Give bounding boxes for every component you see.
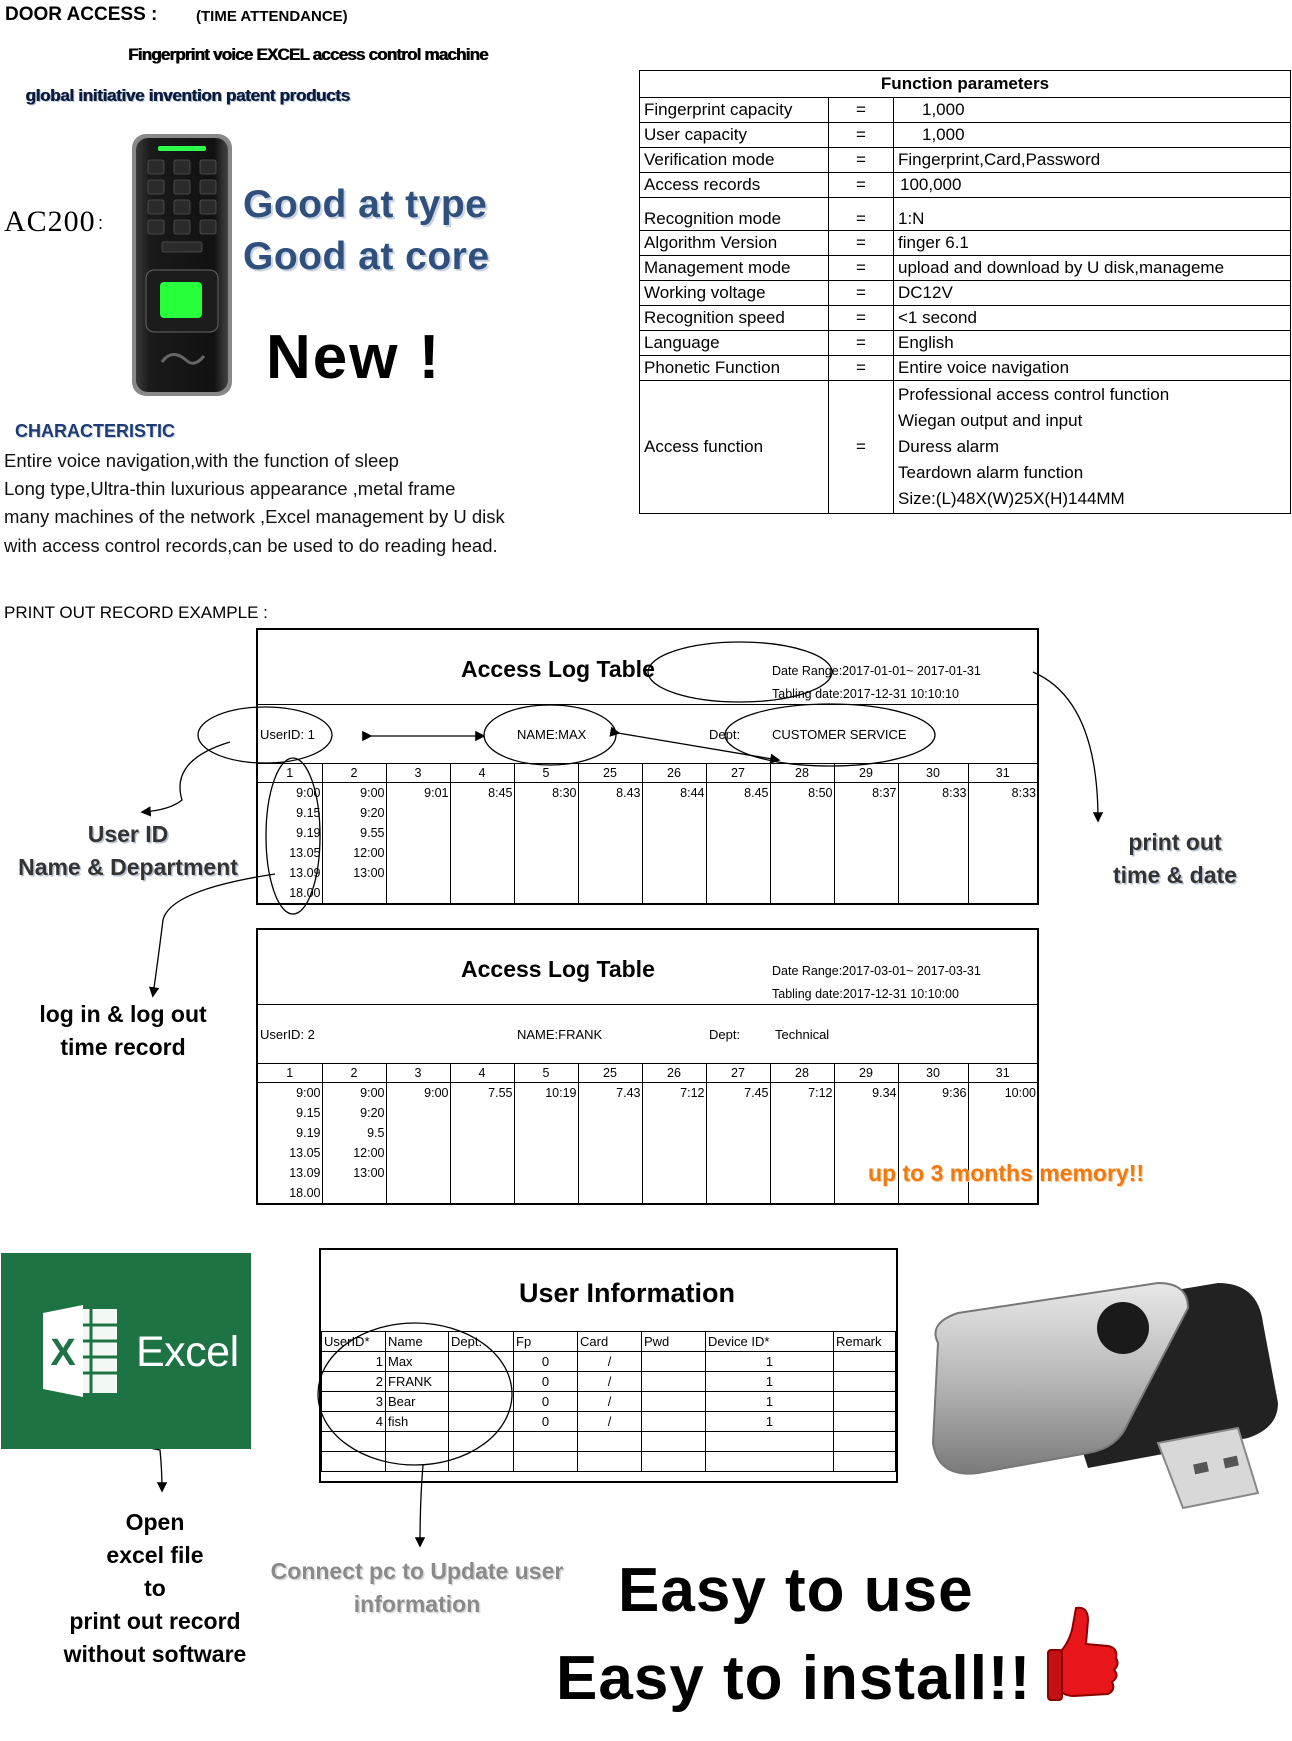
user-info-cell [642, 1432, 706, 1452]
user-info-cell: fish [386, 1412, 449, 1432]
userid-note [0, 818, 256, 884]
time-entry: 8.45 [744, 786, 769, 800]
dept-label: Dept: [709, 727, 741, 742]
user-info-empty-row [322, 1432, 896, 1452]
param-row [640, 98, 1291, 123]
equals-sign: = [829, 356, 894, 381]
access-function-item: Professional access control function [898, 385, 1170, 404]
access-log-table [256, 628, 1039, 905]
time-entry: 8:45 [488, 786, 513, 800]
time-entry: 10:00 [1004, 1086, 1036, 1100]
user-info-header-row [322, 1332, 896, 1352]
time-entry: 13.09 [289, 866, 321, 880]
access-function-item: Duress alarm [898, 437, 1000, 456]
user-info-cell: / [578, 1372, 642, 1392]
user-info-cell [642, 1412, 706, 1432]
param-label: Algorithm Version [640, 231, 829, 256]
note-line: time & date [1113, 862, 1237, 888]
time-entry: 12:00 [353, 846, 385, 860]
time-attendance-subtitle: (TIME ATTENDANCE) [196, 8, 348, 25]
param-value: 1,000 [894, 98, 1291, 123]
time-cell [578, 1083, 642, 1204]
user-info-body [322, 1352, 896, 1472]
excel-letter: X [50, 1332, 76, 1374]
access-log-user-info [258, 705, 1037, 764]
user-info-cell: 0 [514, 1392, 578, 1412]
user-info-cell [578, 1432, 642, 1452]
day-header: 27 [706, 764, 770, 783]
time-cell [258, 1083, 322, 1204]
day-header: 26 [642, 1064, 706, 1083]
log-grid [258, 764, 1037, 903]
function-parameters-table [639, 70, 1291, 514]
printout-note [1068, 826, 1282, 892]
time-cell [322, 783, 386, 904]
equals-sign: = [829, 98, 894, 123]
user-info-cell [514, 1452, 578, 1472]
date-range: Date Range:2017-01-01~ 2017-01-31 [772, 664, 981, 678]
time-cell [706, 783, 770, 904]
note-line: print out [1128, 829, 1222, 855]
user-info-cell: Max [386, 1352, 449, 1372]
user-name: NAME:MAX [517, 727, 587, 742]
param-label: Recognition mode [640, 198, 829, 231]
param-value: 100,000 [894, 173, 1291, 198]
param-value: Entire voice navigation [894, 356, 1291, 381]
param-label: Fingerprint capacity [640, 98, 829, 123]
user-info-column-header: Remark [834, 1332, 896, 1352]
machine-title: Fingerprint voice EXCEL access control machine [128, 45, 488, 64]
param-row [640, 173, 1291, 198]
usb-drive-image [918, 1253, 1290, 1533]
equals-sign: = [829, 281, 894, 306]
time-entry: 7:12 [680, 1086, 705, 1100]
time-entry: 9.19 [296, 1126, 321, 1140]
time-entry: 8:44 [680, 786, 705, 800]
param-label: Phonetic Function [640, 356, 829, 381]
day-header: 4 [450, 1064, 514, 1083]
param-row [640, 356, 1291, 381]
user-info-cell [449, 1452, 514, 1472]
time-entry: 13.05 [289, 1146, 321, 1160]
param-row [640, 256, 1291, 281]
door-access-title: DOOR ACCESS : [5, 4, 158, 25]
day-header: 31 [968, 1064, 1037, 1083]
user-info-cell: 2 [322, 1372, 386, 1392]
user-info-cell [834, 1452, 896, 1472]
user-info-cell: / [578, 1412, 642, 1432]
day-header: 29 [834, 764, 898, 783]
day-header: 2 [322, 1064, 386, 1083]
note-line: Name & Department [18, 854, 238, 880]
memory-note: up to 3 months memory!! [868, 1160, 1145, 1186]
time-entry: 8:33 [1011, 786, 1036, 800]
time-entry: 10:19 [545, 1086, 577, 1100]
time-entry: 7:12 [808, 1086, 833, 1100]
user-info-cell: Bear [386, 1392, 449, 1412]
day-header: 5 [514, 1064, 578, 1083]
user-info-cell: 1 [706, 1392, 834, 1412]
access-log-header [258, 630, 1037, 705]
characteristic-line: Entire voice navigation,with the function of sleep [4, 450, 399, 471]
param-row [640, 148, 1291, 173]
connector-arrow [1033, 672, 1098, 820]
access-function-item: Wiegan output and input [898, 411, 1083, 430]
param-value: upload and download by U disk,manageme [894, 256, 1291, 281]
note-line: to [144, 1575, 166, 1601]
note-line: without software [63, 1641, 247, 1667]
equals-sign: = [829, 306, 894, 331]
time-entry: 9.55 [360, 826, 385, 840]
user-info-cell [449, 1352, 514, 1372]
time-entry: 8.43 [616, 786, 641, 800]
time-cell [642, 783, 706, 904]
day-header: 28 [770, 1064, 834, 1083]
time-entry: 9:20 [360, 806, 385, 820]
user-info-cell: 0 [514, 1412, 578, 1432]
open-excel-note [40, 1506, 270, 1671]
user-info-empty-row [322, 1452, 896, 1472]
user-info-cell [449, 1372, 514, 1392]
time-entry: 8:33 [942, 786, 967, 800]
user-info-cell [642, 1392, 706, 1412]
day-header: 3 [386, 764, 450, 783]
equals-sign: = [829, 198, 894, 231]
time-entry: 9.5 [367, 1126, 385, 1140]
excel-wordmark: Excel [136, 1328, 239, 1376]
param-value: 1:N [894, 198, 1291, 231]
time-entry: 9.19 [296, 826, 321, 840]
days-row [258, 764, 1037, 783]
user-info-cell: 1 [322, 1352, 386, 1372]
user-info-cell [578, 1452, 642, 1472]
user-info-row [322, 1372, 896, 1392]
time-entry: 9:20 [360, 1106, 385, 1120]
time-entry: 13.09 [289, 1166, 321, 1180]
param-row-access-function [640, 381, 1291, 514]
param-row [640, 123, 1291, 148]
time-cell [834, 783, 898, 904]
time-entry: 18.00 [289, 886, 321, 900]
time-entry: 18.00 [289, 1186, 321, 1200]
day-header: 29 [834, 1064, 898, 1083]
param-label: Working voltage [640, 281, 829, 306]
param-label: Verification mode [640, 148, 829, 173]
time-entry: 9:00 [424, 1086, 449, 1100]
user-info-row [322, 1412, 896, 1432]
time-entry: 9:01 [424, 786, 449, 800]
user-info-cell [706, 1452, 834, 1472]
time-cell [968, 783, 1037, 904]
day-header: 1 [258, 1064, 322, 1083]
day-header: 26 [642, 764, 706, 783]
user-info-column-header: Card [578, 1332, 642, 1352]
characteristic-title: CHARACTERISTIC [15, 421, 175, 441]
characteristic-line: with access control records,can be used to do reading head. [4, 535, 498, 556]
time-cell [450, 783, 514, 904]
day-header: 25 [578, 764, 642, 783]
user-info-cell: 1 [706, 1412, 834, 1432]
time-entry: 8:50 [808, 786, 833, 800]
user-info-cell: FRANK [386, 1372, 449, 1392]
user-info-column-header: Pwd [642, 1332, 706, 1352]
user-info-cell [834, 1392, 896, 1412]
characteristic-line: many machines of the network ,Excel management by U disk [4, 506, 505, 527]
user-id: UserID: 2 [260, 1027, 315, 1042]
model-name: AC200 [4, 205, 96, 238]
time-cell [642, 1083, 706, 1204]
time-entry: 13:00 [353, 1166, 385, 1180]
user-info-cell: 3 [322, 1392, 386, 1412]
access-log-title: Access Log Table [461, 656, 655, 682]
time-cell [770, 783, 834, 904]
user-information-title: User Information [519, 1278, 736, 1308]
user-info-cell [322, 1452, 386, 1472]
access-log-title: Access Log Table [461, 956, 655, 982]
user-info-cell: 0 [514, 1352, 578, 1372]
note-line: Open [125, 1509, 185, 1535]
note-line: Connect pc to Update user [270, 1558, 564, 1584]
equals-sign: = [829, 231, 894, 256]
access-log-header [258, 930, 1037, 1005]
new-badge: New ! [266, 323, 442, 392]
tabling-date: Tabling date:2017-12-31 10:10:10 [772, 687, 959, 701]
user-info-cell [322, 1432, 386, 1452]
slogan-core: Good at core [243, 235, 490, 278]
device-image [128, 132, 238, 400]
user-id: UserID: 1 [260, 727, 315, 742]
user-info-cell [834, 1372, 896, 1392]
user-info-column-header: Dept. [449, 1332, 514, 1352]
day-header: 27 [706, 1064, 770, 1083]
time-entry: 8:30 [552, 786, 577, 800]
day-header: 4 [450, 764, 514, 783]
equals-sign: = [829, 173, 894, 198]
times-row [258, 783, 1037, 904]
time-cell [770, 1083, 834, 1204]
time-entry: 7.43 [616, 1086, 641, 1100]
time-entry: 13.05 [289, 846, 321, 860]
note-line: User ID [87, 821, 169, 847]
param-label: Access function [640, 381, 829, 514]
print-out-label: PRINT OUT RECORD EXAMPLE : [4, 603, 268, 622]
access-function-item: Teardown alarm function [898, 463, 1084, 482]
time-entry: 13:00 [353, 866, 385, 880]
param-label: User capacity [640, 123, 829, 148]
user-info-row [322, 1352, 896, 1372]
day-header: 25 [578, 1064, 642, 1083]
time-entry: 7.45 [744, 1086, 769, 1100]
user-info-cell [834, 1412, 896, 1432]
time-cell [322, 1083, 386, 1204]
access-function-values [894, 381, 1291, 514]
dept-value: Technical [775, 1027, 830, 1042]
note-line: time record [60, 1034, 186, 1060]
day-header: 31 [968, 764, 1037, 783]
note-line: information [353, 1591, 481, 1617]
slogan-type: Good at type [243, 183, 488, 226]
time-entry: 9:00 [296, 1086, 321, 1100]
time-entry: 9:00 [360, 786, 385, 800]
note-line: excel file [106, 1542, 204, 1568]
user-info-cell [642, 1352, 706, 1372]
user-info-cell [386, 1432, 449, 1452]
time-entry: 9:00 [360, 1086, 385, 1100]
param-row [640, 281, 1291, 306]
param-row [640, 231, 1291, 256]
time-entry: 9.15 [296, 1106, 321, 1120]
user-info-cell: 1 [706, 1352, 834, 1372]
note-line: print out record [69, 1608, 241, 1634]
day-header: 5 [514, 764, 578, 783]
connect-pc-note [262, 1555, 572, 1621]
time-cell [386, 783, 450, 904]
day-header: 30 [898, 764, 968, 783]
param-value: English [894, 331, 1291, 356]
param-label: Management mode [640, 256, 829, 281]
user-info-cell [514, 1432, 578, 1452]
user-info-cell: 4 [322, 1412, 386, 1432]
access-log-user-info [258, 1005, 1037, 1064]
param-row [640, 331, 1291, 356]
date-range: Date Range:2017-03-01~ 2017-03-31 [772, 964, 981, 978]
day-header: 28 [770, 764, 834, 783]
user-info-cell [449, 1392, 514, 1412]
param-value: finger 6.1 [894, 231, 1291, 256]
easy-to-install: Easy to install!! [556, 1644, 1032, 1713]
day-header: 2 [322, 764, 386, 783]
time-cell [706, 1083, 770, 1204]
user-info-cell [834, 1432, 896, 1452]
time-entry: 9.34 [872, 1086, 897, 1100]
login-note [28, 998, 218, 1064]
note-line: log in & log out [39, 1001, 207, 1027]
user-info-cell: 0 [514, 1372, 578, 1392]
param-row [640, 306, 1291, 331]
equals-sign: = [829, 148, 894, 173]
dept-value: CUSTOMER SERVICE [772, 727, 907, 742]
time-entry: 9:00 [296, 786, 321, 800]
user-info-cell [386, 1452, 449, 1472]
time-cell [514, 783, 578, 904]
param-label: Language [640, 331, 829, 356]
model-colon: : [98, 213, 104, 233]
easy-to-use: Easy to use [618, 1556, 974, 1625]
param-value: DC12V [894, 281, 1291, 306]
param-label: Access records [640, 173, 829, 198]
time-entry: 7.55 [488, 1086, 513, 1100]
time-cell [898, 783, 968, 904]
user-info-cell [834, 1352, 896, 1372]
user-info-grid [321, 1331, 896, 1472]
user-info-column-header: UserID* [322, 1332, 386, 1352]
connector-arrow [143, 742, 230, 812]
user-info-row [322, 1392, 896, 1412]
param-row [640, 198, 1291, 231]
thumbs-up-icon [1046, 1604, 1120, 1714]
user-info-cell [449, 1432, 514, 1452]
dept-label: Dept: [709, 1027, 741, 1042]
function-parameters-title: Function parameters [640, 71, 1291, 98]
equals-sign: = [829, 123, 894, 148]
user-info-cell [642, 1452, 706, 1472]
param-value: 1,000 [894, 123, 1291, 148]
access-function-item: Size:(L)48X(W)25X(H)144MM [898, 489, 1125, 508]
user-info-column-header: Device ID* [706, 1332, 834, 1352]
characteristic-line: Long type,Ultra-thin luxurious appearance ,metal frame [4, 478, 456, 499]
day-header: 30 [898, 1064, 968, 1083]
user-information-table [319, 1248, 898, 1483]
equals-sign: = [829, 256, 894, 281]
param-label: Recognition speed [640, 306, 829, 331]
user-info-cell: 1 [706, 1372, 834, 1392]
days-row [258, 1064, 1037, 1083]
equals-sign: = [829, 381, 894, 514]
excel-icon [43, 1303, 123, 1399]
time-entry: 9.15 [296, 806, 321, 820]
user-info-cell: / [578, 1392, 642, 1412]
day-header: 1 [258, 764, 322, 783]
tabling-date: Tabling date:2017-12-31 10:10:00 [772, 987, 959, 1001]
user-info-column-header: Fp [514, 1332, 578, 1352]
time-entry: 12:00 [353, 1146, 385, 1160]
user-name: NAME:FRANK [517, 1027, 603, 1042]
time-cell [386, 1083, 450, 1204]
param-value: <1 second [894, 306, 1291, 331]
equals-sign: = [829, 331, 894, 356]
time-cell [514, 1083, 578, 1204]
user-info-column-header: Name [386, 1332, 449, 1352]
time-entry: 8:37 [872, 786, 897, 800]
time-cell [450, 1083, 514, 1204]
user-info-cell: / [578, 1352, 642, 1372]
time-cell [578, 783, 642, 904]
time-entry: 9:36 [942, 1086, 967, 1100]
user-info-cell [449, 1412, 514, 1432]
day-header: 3 [386, 1064, 450, 1083]
user-info-cell [706, 1432, 834, 1452]
user-info-cell [642, 1372, 706, 1392]
param-value: Fingerprint,Card,Password [894, 148, 1291, 173]
time-cell [258, 783, 322, 904]
initiative-tagline: global initiative invention patent products [26, 86, 351, 105]
